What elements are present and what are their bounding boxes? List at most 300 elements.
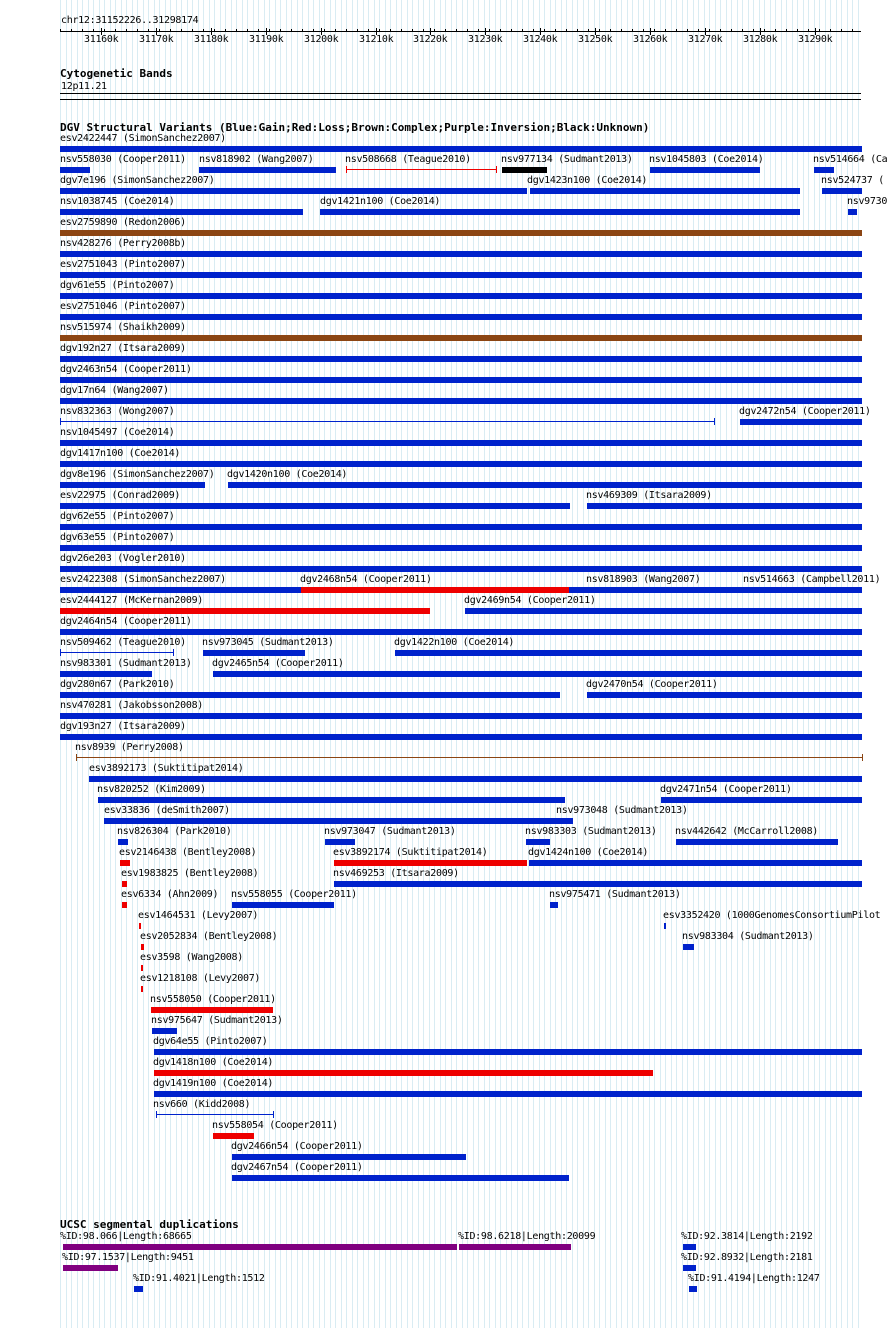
- segdup-bar[interactable]: [63, 1244, 457, 1250]
- variant-label: nsv973045 (Sudmant2013): [202, 637, 334, 648]
- variant-span-line[interactable]: [156, 1114, 273, 1115]
- ruler-minor-tick: [214, 29, 215, 32]
- ruler-minor-tick: [764, 29, 765, 32]
- variant-bar[interactable]: [60, 314, 862, 320]
- variant-bar[interactable]: [60, 629, 862, 635]
- variant-bar[interactable]: [232, 902, 334, 908]
- ruler-minor-tick: [500, 29, 501, 32]
- variant-label: dgv2468n54 (Cooper2011): [300, 574, 432, 585]
- variant-bar[interactable]: [120, 860, 130, 866]
- grid-line: [561, 0, 562, 1328]
- variant-label: dgv2464n54 (Cooper2011): [60, 616, 192, 627]
- variant-bar[interactable]: [154, 1049, 862, 1055]
- variant-bar[interactable]: [60, 734, 862, 740]
- ruler-minor-tick: [676, 29, 677, 32]
- segdup-label: %ID:98.066|Length:68665: [60, 1231, 192, 1242]
- grid-line: [539, 0, 540, 1328]
- variant-label: esv3598 (Wang2008): [140, 952, 243, 963]
- grid-line: [627, 0, 628, 1328]
- ruler-minor-tick: [808, 29, 809, 32]
- variant-bar[interactable]: [848, 209, 857, 215]
- grid-line: [632, 0, 633, 1328]
- variant-label: dgv62e55 (Pinto2007): [60, 511, 175, 522]
- ruler-tick-label: 31290k: [798, 34, 833, 45]
- variant-bar[interactable]: [301, 587, 569, 593]
- variant-label: nsv9730: [847, 196, 888, 207]
- variant-bar[interactable]: [60, 545, 862, 551]
- variant-bar[interactable]: [661, 797, 862, 803]
- grid-line: [830, 0, 831, 1328]
- variant-label: nsv524737 (: [821, 175, 884, 186]
- variant-bar[interactable]: [118, 839, 128, 845]
- ruler-tick-label: 31170k: [139, 34, 174, 45]
- grid-line: [572, 0, 573, 1328]
- segdup-bar[interactable]: [683, 1244, 696, 1250]
- grid-line: [643, 0, 644, 1328]
- ruler-minor-tick: [346, 29, 347, 32]
- variant-label: dgv26e203 (Vogler2010): [60, 553, 186, 564]
- variant-bar[interactable]: [334, 881, 862, 887]
- grid-line: [192, 0, 193, 1328]
- segdup-bar[interactable]: [689, 1286, 697, 1292]
- variant-bar[interactable]: [98, 797, 565, 803]
- variant-bar[interactable]: [141, 986, 143, 992]
- variant-bar[interactable]: [154, 1070, 653, 1076]
- variant-label: esv2422447 (SimonSanchez2007): [60, 133, 226, 144]
- ruler-minor-tick: [753, 29, 754, 32]
- variant-bar[interactable]: [587, 503, 862, 509]
- segdup-bar[interactable]: [63, 1265, 118, 1271]
- variant-bar[interactable]: [664, 923, 666, 929]
- variant-bar[interactable]: [152, 1028, 177, 1034]
- ruler-minor-tick: [687, 29, 688, 32]
- variant-bar[interactable]: [650, 167, 760, 173]
- grid-line: [704, 0, 705, 1328]
- grid-line: [836, 0, 837, 1328]
- variant-endcap: [714, 418, 715, 425]
- variant-bar[interactable]: [199, 167, 336, 173]
- segdup-bar[interactable]: [134, 1286, 143, 1292]
- variant-label: dgv2470n54 (Cooper2011): [586, 679, 718, 690]
- variant-endcap: [60, 418, 61, 425]
- grid-line: [748, 0, 749, 1328]
- ruler-minor-tick: [291, 29, 292, 32]
- ruler-minor-tick: [258, 29, 259, 32]
- ruler-minor-tick: [577, 29, 578, 32]
- ruler-minor-tick: [709, 29, 710, 32]
- cytoband-line-bottom: [60, 99, 861, 100]
- variant-label: nsv660 (Kidd2008): [153, 1099, 251, 1110]
- grid-line: [698, 0, 699, 1328]
- variant-bar[interactable]: [740, 419, 862, 425]
- grid-line: [814, 0, 815, 1328]
- ruler-minor-tick: [797, 29, 798, 32]
- grid-line: [808, 0, 809, 1328]
- ruler-tick-label: 31220k: [413, 34, 448, 45]
- variant-label: esv2759890 (Redon2006): [60, 217, 186, 228]
- grid-line: [759, 0, 760, 1328]
- variant-bar[interactable]: [530, 188, 800, 194]
- variant-label: dgv2463n54 (Cooper2011): [60, 364, 192, 375]
- ruler-minor-tick: [544, 29, 545, 32]
- grid-line: [522, 0, 523, 1328]
- ruler-minor-tick: [313, 29, 314, 32]
- variant-bar[interactable]: [139, 923, 141, 929]
- segdup-label: %ID:97.1537|Length:9451: [62, 1252, 194, 1263]
- variant-bar[interactable]: [395, 650, 862, 656]
- variant-label: nsv977134 (Sudmant2013): [501, 154, 633, 165]
- grid-line: [682, 0, 683, 1328]
- variant-label: nsv515974 (Shaikh2009): [60, 322, 186, 333]
- variant-label: nsv832363 (Wong2007): [60, 406, 175, 417]
- ruler-minor-tick: [456, 29, 457, 32]
- variant-bar[interactable]: [744, 587, 748, 593]
- ruler-minor-tick: [280, 29, 281, 32]
- ruler-tick-label: 31270k: [688, 34, 723, 45]
- cytoband-track-title: Cytogenetic Bands: [60, 67, 173, 80]
- segdup-label: %ID:92.8932|Length:2181: [681, 1252, 813, 1263]
- ruler-minor-tick: [742, 29, 743, 32]
- variant-bar[interactable]: [60, 713, 862, 719]
- variant-label: esv3352420 (1000GenomesConsortiumPilot: [663, 910, 881, 921]
- variant-bar[interactable]: [587, 692, 862, 698]
- ruler-minor-tick: [137, 29, 138, 32]
- variant-label: nsv558050 (Cooper2011): [150, 994, 276, 1005]
- grid-line: [654, 0, 655, 1328]
- variant-bar[interactable]: [60, 209, 303, 215]
- grid-line: [456, 0, 457, 1328]
- variant-bar[interactable]: [529, 860, 862, 866]
- variant-bar[interactable]: [60, 671, 152, 677]
- grid-line: [478, 0, 479, 1328]
- variant-bar[interactable]: [60, 146, 862, 152]
- ruler-minor-tick: [71, 29, 72, 32]
- grid-line: [533, 0, 534, 1328]
- segdup-label: %ID:92.3814|Length:2192: [681, 1231, 813, 1242]
- variant-bar[interactable]: [228, 482, 862, 488]
- variant-bar[interactable]: [60, 524, 862, 530]
- dgv-track-title: DGV Structural Variants (Blue:Gain;Red:Loss;Brown:Complex;Purple:Inversion;Black:Unknown): [60, 121, 650, 134]
- grid-line: [803, 0, 804, 1328]
- variant-span-line[interactable]: [60, 652, 173, 653]
- variant-bar[interactable]: [557, 818, 573, 824]
- variant-bar[interactable]: [587, 587, 742, 593]
- ruler-minor-tick: [786, 29, 787, 32]
- ruler-minor-tick: [60, 29, 61, 32]
- grid-line: [588, 0, 589, 1328]
- variant-label: dgv1422n100 (Coe2014): [394, 637, 515, 648]
- variant-label: dgv2466n54 (Cooper2011): [231, 1141, 363, 1152]
- variant-label: nsv975471 (Sudmant2013): [549, 889, 681, 900]
- grid-line: [649, 0, 650, 1328]
- ruler-minor-tick: [588, 29, 589, 32]
- variant-bar[interactable]: [122, 881, 127, 887]
- variant-bar[interactable]: [60, 461, 862, 467]
- variant-bar[interactable]: [213, 1133, 254, 1139]
- variant-label: dgv17n64 (Wang2007): [60, 385, 169, 396]
- variant-span-line[interactable]: [76, 757, 862, 758]
- grid-line: [566, 0, 567, 1328]
- grid-line: [797, 0, 798, 1328]
- variant-label: nsv983301 (Sudmant2013): [60, 658, 192, 669]
- grid-line: [594, 0, 595, 1328]
- variant-bar[interactable]: [232, 1154, 466, 1160]
- ruler-minor-tick: [192, 29, 193, 32]
- variant-bar[interactable]: [814, 167, 834, 173]
- variant-label: dgv2472n54 (Cooper2011): [739, 406, 871, 417]
- variant-label: nsv1045803 (Coe2014): [649, 154, 764, 165]
- variant-bar[interactable]: [334, 860, 527, 866]
- ruler-minor-tick: [819, 29, 820, 32]
- variant-label: esv33836 (deSmith2007): [104, 805, 230, 816]
- variant-label: dgv2467n54 (Cooper2011): [231, 1162, 363, 1173]
- variant-label: nsv818903 (Wang2007): [586, 574, 701, 585]
- ruler-minor-tick: [302, 29, 303, 32]
- variant-bar[interactable]: [60, 356, 862, 362]
- variant-label: esv1983825 (Bentley2008): [121, 868, 259, 879]
- ruler-tick-label: 31230k: [468, 34, 503, 45]
- variant-bar[interactable]: [60, 566, 862, 572]
- ruler-minor-tick: [478, 29, 479, 32]
- variant-bar[interactable]: [151, 1007, 273, 1013]
- ruler-minor-tick: [698, 29, 699, 32]
- ruler-minor-tick: [665, 29, 666, 32]
- variant-label: nsv469253 (Itsara2009): [333, 868, 459, 879]
- ruler-minor-tick: [533, 29, 534, 32]
- variant-endcap: [60, 649, 61, 656]
- grid-line: [610, 0, 611, 1328]
- grid-line: [671, 0, 672, 1328]
- ruler-minor-tick: [412, 29, 413, 32]
- variant-label: dgv1423n100 (Coe2014): [527, 175, 648, 186]
- grid-line: [665, 0, 666, 1328]
- ruler-minor-tick: [445, 29, 446, 32]
- ruler-minor-tick: [82, 29, 83, 32]
- ruler-minor-tick: [830, 29, 831, 32]
- ruler-minor-tick: [126, 29, 127, 32]
- ruler-minor-tick: [555, 29, 556, 32]
- variant-label: dgv1420n100 (Coe2014): [227, 469, 348, 480]
- variant-bar[interactable]: [502, 167, 547, 173]
- variant-bar[interactable]: [203, 650, 305, 656]
- variant-bar[interactable]: [60, 608, 430, 614]
- ruler-tick-label: 31280k: [743, 34, 778, 45]
- variant-label: nsv8939 (Perry2008): [75, 742, 184, 753]
- variant-bar[interactable]: [60, 230, 862, 236]
- variant-label: dgv280n67 (Park2010): [60, 679, 175, 690]
- variant-bar[interactable]: [141, 944, 144, 950]
- variant-label: esv2444127 (McKernan2009): [60, 595, 204, 606]
- variant-label: nsv558055 (Cooper2011): [231, 889, 357, 900]
- variant-bar[interactable]: [60, 398, 862, 404]
- grid-line: [583, 0, 584, 1328]
- grid-line: [577, 0, 578, 1328]
- ruler-minor-tick: [610, 29, 611, 32]
- ruler-minor-tick: [159, 29, 160, 32]
- variant-label: nsv442642 (McCarroll2008): [675, 826, 819, 837]
- ruler-tick-label: 31160k: [84, 34, 119, 45]
- variant-bar[interactable]: [213, 671, 862, 677]
- grid-line: [687, 0, 688, 1328]
- variant-label: nsv508668 (Teague2010): [345, 154, 471, 165]
- grid-line: [544, 0, 545, 1328]
- variant-endcap: [496, 166, 497, 173]
- variant-label: dgv7e196 (SimonSanchez2007): [60, 175, 215, 186]
- grid-line: [709, 0, 710, 1328]
- ruler-minor-tick: [423, 29, 424, 32]
- variant-span-line[interactable]: [346, 169, 496, 170]
- variant-bar[interactable]: [60, 293, 862, 299]
- variant-bar[interactable]: [60, 377, 862, 383]
- ruler-minor-tick: [654, 29, 655, 32]
- variant-bar[interactable]: [60, 335, 862, 341]
- ruler-minor-tick: [93, 29, 94, 32]
- variant-label: dgv1424n100 (Coe2014): [528, 847, 649, 858]
- variant-label: esv2751043 (Pinto2007): [60, 259, 186, 270]
- variant-bar[interactable]: [141, 965, 143, 971]
- variant-label: dgv64e55 (Pinto2007): [153, 1036, 268, 1047]
- grid-line: [775, 0, 776, 1328]
- variant-label: dgv1417n100 (Coe2014): [60, 448, 181, 459]
- grid-line: [473, 0, 474, 1328]
- variant-label: dgv193n27 (Itsara2009): [60, 721, 186, 732]
- variant-label: dgv2471n54 (Cooper2011): [660, 784, 792, 795]
- grid-line: [605, 0, 606, 1328]
- grid-line: [445, 0, 446, 1328]
- variant-label: nsv558030 (Cooper2011): [60, 154, 186, 165]
- variant-label: nsv509462 (Teague2010): [60, 637, 186, 648]
- variant-bar[interactable]: [465, 608, 862, 614]
- variant-label: esv1218108 (Levy2007): [140, 973, 261, 984]
- grid-line: [489, 0, 490, 1328]
- variant-label: esv1464531 (Levy2007): [138, 910, 259, 921]
- grid-line: [764, 0, 765, 1328]
- ruler-minor-tick: [643, 29, 644, 32]
- variant-bar[interactable]: [60, 503, 570, 509]
- ruler-minor-tick: [775, 29, 776, 32]
- variant-label: nsv973047 (Sudmant2013): [324, 826, 456, 837]
- variant-bar[interactable]: [60, 167, 90, 173]
- grid-line: [660, 0, 661, 1328]
- grid-line: [792, 0, 793, 1328]
- grid-line: [720, 0, 721, 1328]
- variant-label: dgv63e55 (Pinto2007): [60, 532, 175, 543]
- grid-line: [209, 0, 210, 1328]
- variant-endcap: [346, 166, 347, 173]
- grid-line: [517, 0, 518, 1328]
- grid-line: [841, 0, 842, 1328]
- variant-label: dgv1418n100 (Coe2014): [153, 1057, 274, 1068]
- variant-label: nsv818902 (Wang2007): [199, 154, 314, 165]
- ruler-minor-tick: [632, 29, 633, 32]
- ruler-minor-tick: [467, 29, 468, 32]
- ruler-minor-tick: [599, 29, 600, 32]
- grid-line: [528, 0, 529, 1328]
- ruler-tick-label: 31250k: [578, 34, 613, 45]
- variant-bar[interactable]: [60, 440, 862, 446]
- variant-bar[interactable]: [89, 776, 862, 782]
- variant-label: dgv1419n100 (Coe2014): [153, 1078, 274, 1089]
- variant-label: nsv973048 (Sudmant2013): [556, 805, 688, 816]
- grid-line: [715, 0, 716, 1328]
- variant-label: nsv514663 (Campbell2011): [743, 574, 881, 585]
- variant-bar[interactable]: [822, 188, 862, 194]
- ruler-minor-tick: [115, 29, 116, 32]
- segdup-label: %ID:98.6218|Length:20099: [458, 1231, 596, 1242]
- ruler-minor-tick: [203, 29, 204, 32]
- grid-line: [693, 0, 694, 1328]
- variant-bar[interactable]: [526, 839, 550, 845]
- ruler-minor-tick: [324, 29, 325, 32]
- variant-bar[interactable]: [60, 251, 862, 257]
- grid-line: [742, 0, 743, 1328]
- variant-bar[interactable]: [60, 692, 560, 698]
- variant-label: nsv983303 (Sudmant2013): [525, 826, 657, 837]
- variant-label: nsv470281 (Jakobsson2008): [60, 700, 204, 711]
- grid-line: [599, 0, 600, 1328]
- variant-bar[interactable]: [550, 902, 558, 908]
- variant-label: dgv1421n100 (Coe2014): [320, 196, 441, 207]
- ruler-minor-tick: [148, 29, 149, 32]
- variant-span-line[interactable]: [60, 421, 714, 422]
- grid-line: [786, 0, 787, 1328]
- variant-bar[interactable]: [325, 839, 355, 845]
- variant-bar[interactable]: [122, 902, 127, 908]
- variant-label: dgv8e196 (SimonSanchez2007): [60, 469, 215, 480]
- variant-bar[interactable]: [683, 944, 694, 950]
- grid-line: [467, 0, 468, 1328]
- variant-bar[interactable]: [60, 272, 862, 278]
- grid-line: [484, 0, 485, 1328]
- ruler-minor-tick: [390, 29, 391, 32]
- grid-line: [440, 0, 441, 1328]
- ruler-minor-tick: [621, 29, 622, 32]
- grid-line: [753, 0, 754, 1328]
- ruler-minor-tick: [335, 29, 336, 32]
- segdup-bar[interactable]: [459, 1244, 571, 1250]
- variant-bar[interactable]: [320, 209, 800, 215]
- grid-line: [737, 0, 738, 1328]
- variant-label: dgv2465n54 (Cooper2011): [212, 658, 344, 669]
- segdup-label: %ID:91.4194|Length:1247: [688, 1273, 820, 1284]
- ruler-minor-tick: [225, 29, 226, 32]
- variant-bar[interactable]: [232, 1175, 569, 1181]
- variant-bar[interactable]: [60, 188, 527, 194]
- ruler-minor-tick: [368, 29, 369, 32]
- variant-bar[interactable]: [104, 818, 573, 824]
- ruler-tick-label: 31190k: [249, 34, 284, 45]
- variant-label: nsv514664 (Ca: [813, 154, 888, 165]
- variant-label: esv3892173 (Suktitipat2014): [89, 763, 244, 774]
- ruler-minor-tick: [489, 29, 490, 32]
- variant-label: esv3892174 (Suktitipat2014): [333, 847, 488, 858]
- variant-label: nsv983304 (Sudmant2013): [682, 931, 814, 942]
- segdup-bar[interactable]: [683, 1265, 696, 1271]
- variant-label: nsv975647 (Sudmant2013): [151, 1015, 283, 1026]
- grid-line: [550, 0, 551, 1328]
- variant-bar[interactable]: [60, 482, 205, 488]
- variant-bar[interactable]: [676, 839, 838, 845]
- grid-line: [555, 0, 556, 1328]
- variant-bar[interactable]: [154, 1091, 862, 1097]
- grid-line: [781, 0, 782, 1328]
- variant-label: dgv2469n54 (Cooper2011): [464, 595, 596, 606]
- variant-endcap: [76, 754, 77, 761]
- grid-line: [819, 0, 820, 1328]
- variant-label: nsv820252 (Kim2009): [97, 784, 206, 795]
- variant-label: esv2422308 (SimonSanchez2007): [60, 574, 226, 585]
- grid-line: [500, 0, 501, 1328]
